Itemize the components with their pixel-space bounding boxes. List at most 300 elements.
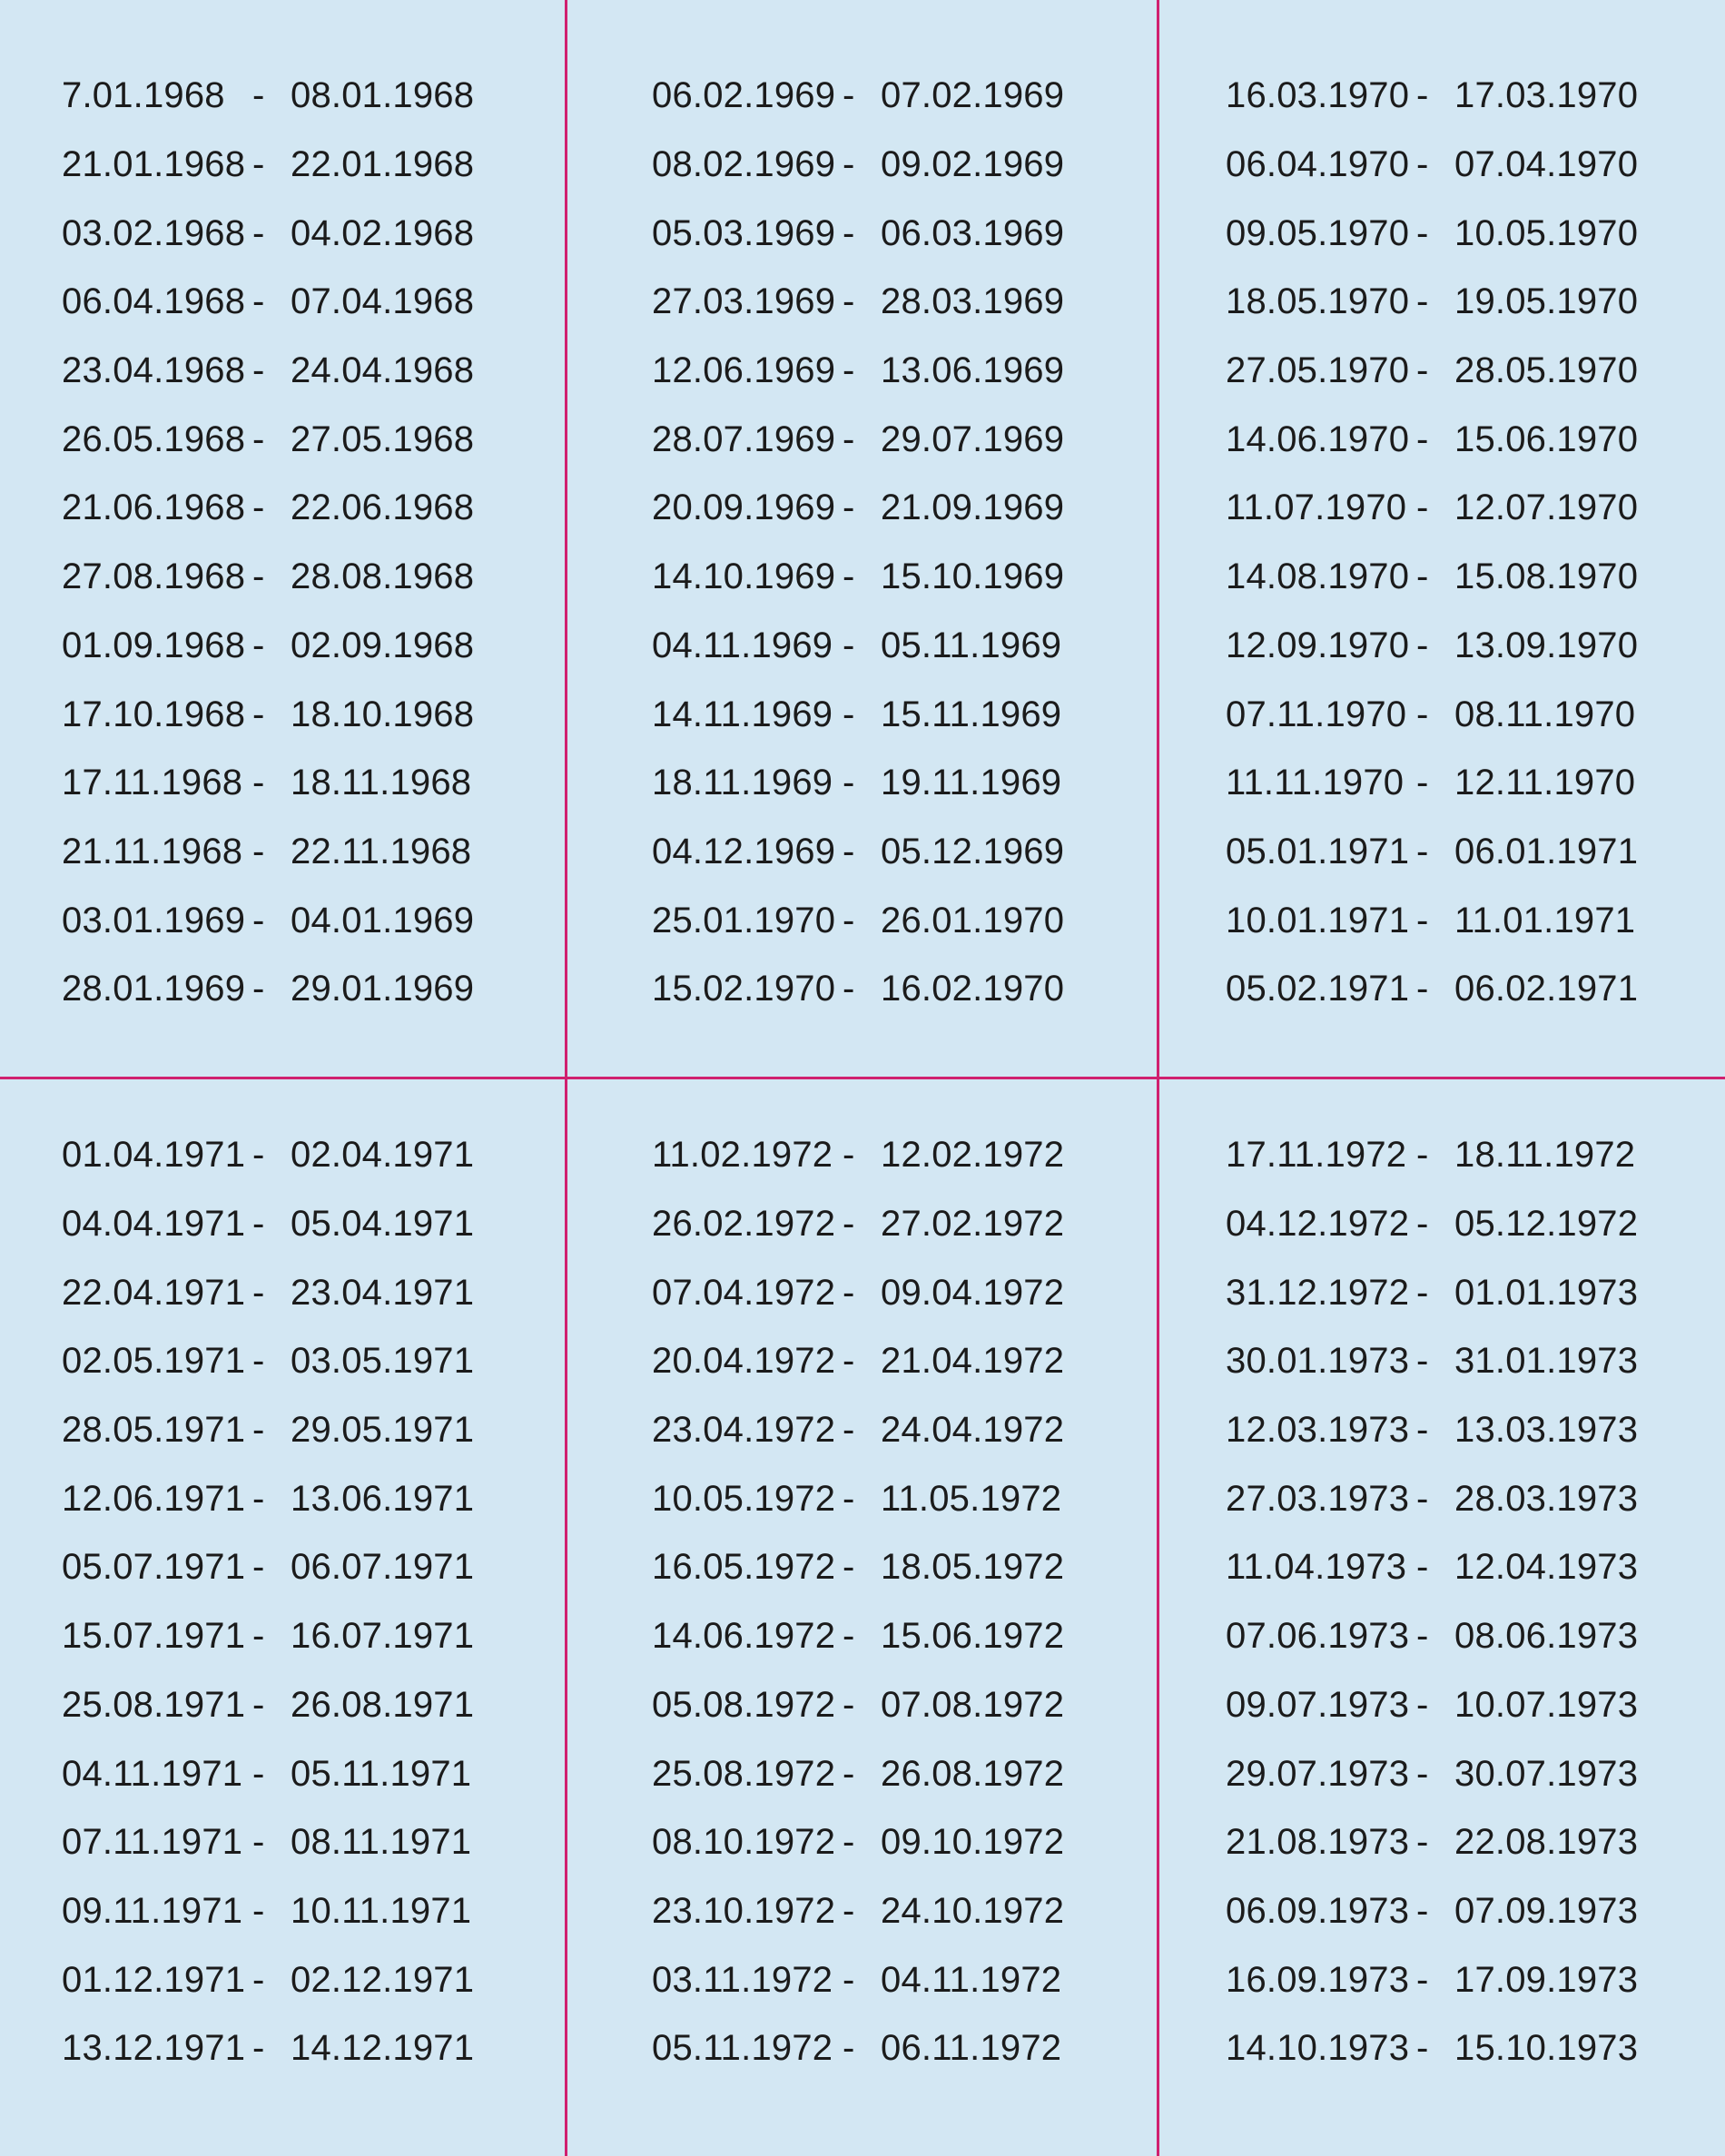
range-separator: - — [843, 350, 855, 391]
end-date: 16.02.1970 — [881, 969, 1065, 1009]
date-range-row — [652, 405, 1064, 474]
range-separator: - — [1416, 418, 1429, 459]
start-date: 12.06.1969 — [652, 350, 836, 391]
date-range-row — [1226, 1671, 1638, 1740]
start-date: 06.04.1968 — [62, 281, 246, 322]
range-separator: - — [1416, 763, 1429, 803]
start-date: 01.12.1971 — [62, 1959, 246, 2000]
end-date: 26.01.1970 — [881, 900, 1065, 940]
start-date: 26.02.1972 — [652, 1204, 836, 1245]
date-range-row — [1226, 2014, 1638, 2083]
date-range-row — [62, 955, 474, 1024]
end-date: 09.10.1972 — [881, 1822, 1065, 1863]
end-date: 01.01.1973 — [1454, 1272, 1639, 1313]
date-range-row — [62, 1121, 474, 1190]
date-range-row — [62, 1739, 474, 1808]
date-range-row — [1226, 1877, 1638, 1946]
range-separator: - — [1416, 1959, 1429, 2000]
end-date: 07.02.1969 — [881, 75, 1065, 116]
start-date: 27.03.1969 — [652, 281, 836, 322]
range-separator: - — [252, 1341, 265, 1382]
start-date: 04.12.1972 — [1226, 1204, 1410, 1245]
range-separator: - — [1416, 350, 1429, 391]
date-range-row — [652, 2014, 1064, 2083]
range-separator: - — [252, 1822, 265, 1863]
date-range-row — [652, 680, 1064, 749]
date-range-row — [62, 1671, 474, 1740]
date-range-row — [652, 131, 1064, 200]
range-separator: - — [843, 900, 855, 940]
end-date: 07.04.1968 — [291, 281, 475, 322]
date-range-row — [652, 1464, 1064, 1533]
date-range-row — [1226, 1739, 1638, 1808]
start-date: 09.07.1973 — [1226, 1684, 1410, 1725]
range-separator: - — [252, 900, 265, 940]
end-date: 02.04.1971 — [291, 1135, 475, 1176]
range-separator: - — [252, 1890, 265, 1931]
date-range-row — [652, 1533, 1064, 1602]
start-date: 07.06.1973 — [1226, 1616, 1410, 1657]
start-date: 05.07.1971 — [62, 1547, 246, 1588]
start-date: 04.11.1969 — [652, 625, 833, 665]
date-range-row — [652, 1602, 1064, 1671]
end-date: 06.02.1971 — [1454, 969, 1639, 1009]
start-date: 05.03.1969 — [652, 212, 836, 253]
start-date: 07.11.1971 — [62, 1822, 243, 1863]
end-date: 02.12.1971 — [291, 1959, 475, 2000]
date-range-row — [652, 1739, 1064, 1808]
date-range-row — [652, 1121, 1064, 1190]
start-date: 21.08.1973 — [1226, 1822, 1410, 1863]
end-date: 10.11.1971 — [291, 1890, 472, 1931]
section-1 — [62, 62, 474, 1024]
end-date: 21.09.1969 — [881, 487, 1065, 528]
end-date: 03.05.1971 — [291, 1341, 475, 1382]
end-date: 12.02.1972 — [881, 1135, 1065, 1176]
start-date: 06.04.1970 — [1226, 144, 1410, 185]
range-separator: - — [843, 556, 855, 597]
end-date: 11.05.1972 — [881, 1478, 1062, 1519]
range-separator: - — [843, 1410, 855, 1451]
end-date: 24.04.1968 — [291, 350, 475, 391]
date-range-row — [1226, 749, 1638, 818]
start-date: 14.08.1970 — [1226, 556, 1410, 597]
end-date: 05.12.1969 — [881, 831, 1065, 871]
end-date: 02.09.1968 — [291, 625, 475, 665]
date-range-row — [652, 749, 1064, 818]
start-date: 17.11.1972 — [1226, 1135, 1407, 1176]
end-date: 28.05.1970 — [1454, 350, 1639, 391]
date-range-row — [62, 1945, 474, 2014]
end-date: 06.01.1971 — [1454, 831, 1639, 871]
start-date: 27.05.1970 — [1226, 350, 1410, 391]
start-date: 23.04.1968 — [62, 350, 246, 391]
start-date: 11.04.1973 — [1226, 1547, 1407, 1588]
date-range-row — [62, 1602, 474, 1671]
range-separator: - — [1416, 1272, 1429, 1313]
start-date: 08.10.1972 — [652, 1822, 836, 1863]
date-range-row — [62, 1258, 474, 1327]
date-range-row — [62, 886, 474, 955]
end-date: 08.06.1973 — [1454, 1616, 1639, 1657]
date-range-row — [62, 337, 474, 406]
range-separator: - — [843, 1616, 855, 1657]
start-date: 06.09.1973 — [1226, 1890, 1410, 1931]
range-separator: - — [252, 625, 265, 665]
start-date: 04.11.1971 — [62, 1753, 243, 1794]
date-range-row — [62, 612, 474, 681]
start-date: 07.11.1970 — [1226, 694, 1407, 734]
start-date: 22.04.1971 — [62, 1272, 246, 1313]
range-separator: - — [843, 1272, 855, 1313]
range-separator: - — [843, 144, 855, 185]
date-range-row — [1226, 1258, 1638, 1327]
end-date: 29.05.1971 — [291, 1410, 475, 1451]
range-separator: - — [252, 1959, 265, 2000]
end-date: 05.12.1972 — [1454, 1204, 1639, 1245]
start-date: 28.05.1971 — [62, 1410, 246, 1451]
end-date: 26.08.1971 — [291, 1684, 475, 1725]
end-date: 22.11.1968 — [291, 831, 472, 871]
date-range-row — [62, 131, 474, 200]
range-separator: - — [1416, 1410, 1429, 1451]
end-date: 09.04.1972 — [881, 1272, 1065, 1313]
end-date: 15.10.1969 — [881, 556, 1065, 597]
date-range-row — [652, 1396, 1064, 1465]
start-date: 18.11.1969 — [652, 763, 833, 803]
range-separator: - — [252, 1478, 265, 1519]
end-date: 22.01.1968 — [291, 144, 475, 185]
end-date: 07.09.1973 — [1454, 1890, 1639, 1931]
date-range-row — [652, 818, 1064, 887]
range-separator: - — [1416, 1204, 1429, 1245]
date-range-row — [62, 474, 474, 543]
end-date: 12.04.1973 — [1454, 1547, 1639, 1588]
end-date: 05.04.1971 — [291, 1204, 475, 1245]
range-separator: - — [1416, 1822, 1429, 1863]
start-date: 27.03.1973 — [1226, 1478, 1410, 1519]
range-separator: - — [252, 831, 265, 871]
date-range-row — [652, 1190, 1064, 1259]
date-range-row — [1226, 543, 1638, 612]
date-range-row — [1226, 268, 1638, 337]
date-range-row — [1226, 131, 1638, 200]
start-date: 14.10.1973 — [1226, 2028, 1410, 2069]
end-date: 15.08.1970 — [1454, 556, 1639, 597]
end-date: 27.02.1972 — [881, 1204, 1065, 1245]
end-date: 15.11.1969 — [881, 694, 1062, 734]
date-range-row — [652, 1327, 1064, 1396]
range-separator: - — [1416, 487, 1429, 528]
end-date: 13.06.1969 — [881, 350, 1065, 391]
range-separator: - — [252, 2028, 265, 2069]
range-separator: - — [1416, 556, 1429, 597]
end-date: 26.08.1972 — [881, 1753, 1065, 1794]
end-date: 23.04.1971 — [291, 1272, 475, 1313]
range-separator: - — [252, 556, 265, 597]
start-date: 25.08.1971 — [62, 1684, 246, 1725]
end-date: 06.11.1972 — [881, 2028, 1062, 2069]
start-date: 05.08.1972 — [652, 1684, 836, 1725]
end-date: 07.08.1972 — [881, 1684, 1065, 1725]
range-separator: - — [1416, 75, 1429, 116]
start-date: 14.11.1969 — [652, 694, 833, 734]
start-date: 20.09.1969 — [652, 487, 836, 528]
end-date: 08.11.1970 — [1454, 694, 1636, 734]
range-separator: - — [252, 212, 265, 253]
range-separator: - — [1416, 831, 1429, 871]
start-date: 12.06.1971 — [62, 1478, 246, 1519]
date-range-row — [1226, 955, 1638, 1024]
end-date: 29.07.1969 — [881, 418, 1065, 459]
date-range-row — [652, 62, 1064, 131]
start-date: 17.10.1968 — [62, 694, 246, 734]
range-separator: - — [843, 2028, 855, 2069]
date-range-row — [1226, 1808, 1638, 1877]
start-date: 16.09.1973 — [1226, 1959, 1410, 2000]
range-separator: - — [843, 1341, 855, 1382]
date-range-row — [652, 1808, 1064, 1877]
start-date: 28.01.1969 — [62, 969, 246, 1009]
end-date: 29.01.1969 — [291, 969, 475, 1009]
start-date: 27.08.1968 — [62, 556, 246, 597]
end-date: 05.11.1971 — [291, 1753, 472, 1794]
range-separator: - — [843, 763, 855, 803]
date-range-row — [62, 62, 474, 131]
start-date: 21.06.1968 — [62, 487, 246, 528]
range-separator: - — [1416, 1616, 1429, 1657]
start-date: 12.09.1970 — [1226, 625, 1410, 665]
range-separator: - — [252, 418, 265, 459]
range-separator: - — [843, 694, 855, 734]
end-date: 28.08.1968 — [291, 556, 475, 597]
range-separator: - — [843, 831, 855, 871]
range-separator: - — [843, 1959, 855, 2000]
date-range-row — [1226, 199, 1638, 268]
range-separator: - — [252, 1753, 265, 1794]
range-separator: - — [843, 75, 855, 116]
date-range-row — [652, 474, 1064, 543]
end-date: 05.11.1969 — [881, 625, 1062, 665]
start-date: 04.12.1969 — [652, 831, 836, 871]
end-date: 12.07.1970 — [1454, 487, 1639, 528]
start-date: 18.05.1970 — [1226, 281, 1410, 322]
end-date: 24.04.1972 — [881, 1410, 1065, 1451]
date-range-row — [652, 1671, 1064, 1740]
start-date: 21.01.1968 — [62, 144, 246, 185]
start-date: 03.01.1969 — [62, 900, 246, 940]
range-separator: - — [1416, 694, 1429, 734]
range-separator: - — [843, 1204, 855, 1245]
range-separator: - — [1416, 2028, 1429, 2069]
start-date: 05.11.1972 — [652, 2028, 833, 2069]
start-date: 14.06.1972 — [652, 1616, 836, 1657]
range-separator: - — [1416, 625, 1429, 665]
date-range-row — [62, 1808, 474, 1877]
start-date: 01.04.1971 — [62, 1135, 246, 1176]
date-range-row — [1226, 337, 1638, 406]
start-date: 11.02.1972 — [652, 1135, 833, 1176]
end-date: 17.09.1973 — [1454, 1959, 1639, 2000]
range-separator: - — [252, 75, 265, 116]
range-separator: - — [252, 1547, 265, 1588]
start-date: 07.04.1972 — [652, 1272, 836, 1313]
range-separator: - — [843, 1135, 855, 1176]
date-range-row — [62, 749, 474, 818]
start-date: 29.07.1973 — [1226, 1753, 1410, 1794]
date-range-row — [62, 680, 474, 749]
start-date: 21.11.1968 — [62, 831, 243, 871]
start-date: 09.05.1970 — [1226, 212, 1410, 253]
date-range-row — [62, 1877, 474, 1946]
date-range-row — [62, 405, 474, 474]
end-date: 28.03.1969 — [881, 281, 1065, 322]
end-date: 10.07.1973 — [1454, 1684, 1639, 1725]
start-date: 31.12.1972 — [1226, 1272, 1410, 1313]
start-date: 04.04.1971 — [62, 1204, 246, 1245]
start-date: 25.08.1972 — [652, 1753, 836, 1794]
date-range-row — [1226, 62, 1638, 131]
range-separator: - — [252, 1272, 265, 1313]
range-separator: - — [1416, 1341, 1429, 1382]
end-date: 09.02.1969 — [881, 144, 1065, 185]
date-range-row — [1226, 1190, 1638, 1259]
range-separator: - — [252, 1135, 265, 1176]
start-date: 13.12.1971 — [62, 2028, 246, 2069]
date-range-row — [1226, 1396, 1638, 1465]
start-date: 10.05.1972 — [652, 1478, 836, 1519]
section-5 — [652, 1121, 1064, 2083]
end-date: 19.11.1969 — [881, 763, 1062, 803]
date-range-row — [1226, 612, 1638, 681]
range-separator: - — [843, 1684, 855, 1725]
row-divider — [0, 1077, 1725, 1079]
range-separator: - — [1416, 1135, 1429, 1176]
end-date: 18.11.1968 — [291, 763, 472, 803]
date-range-row — [62, 818, 474, 887]
date-range-row — [62, 199, 474, 268]
date-range-row — [1226, 1464, 1638, 1533]
end-date: 31.01.1973 — [1454, 1341, 1639, 1382]
date-range-row — [652, 886, 1064, 955]
range-separator: - — [843, 281, 855, 322]
start-date: 02.05.1971 — [62, 1341, 246, 1382]
range-separator: - — [843, 969, 855, 1009]
date-range-row — [652, 543, 1064, 612]
start-date: 09.11.1971 — [62, 1890, 243, 1931]
range-separator: - — [843, 418, 855, 459]
start-date: 10.01.1971 — [1226, 900, 1410, 940]
start-date: 15.02.1970 — [652, 969, 836, 1009]
range-separator: - — [252, 487, 265, 528]
range-separator: - — [252, 1684, 265, 1725]
range-separator: - — [843, 1890, 855, 1931]
end-date: 18.10.1968 — [291, 694, 475, 734]
range-separator: - — [843, 1478, 855, 1519]
date-range-row — [652, 268, 1064, 337]
end-date: 19.05.1970 — [1454, 281, 1639, 322]
end-date: 04.02.1968 — [291, 212, 475, 253]
range-separator: - — [1416, 212, 1429, 253]
end-date: 21.04.1972 — [881, 1341, 1065, 1382]
start-date: 14.10.1969 — [652, 556, 836, 597]
section-4 — [62, 1121, 474, 2083]
date-range-row — [62, 2014, 474, 2083]
range-separator: - — [252, 763, 265, 803]
start-date: 06.02.1969 — [652, 75, 836, 116]
range-separator: - — [1416, 1753, 1429, 1794]
range-separator: - — [843, 487, 855, 528]
range-separator: - — [252, 1204, 265, 1245]
end-date: 07.04.1970 — [1454, 144, 1639, 185]
end-date: 13.09.1970 — [1454, 625, 1639, 665]
range-separator: - — [1416, 1684, 1429, 1725]
date-range-row — [1226, 1602, 1638, 1671]
end-date: 18.05.1972 — [881, 1547, 1065, 1588]
date-range-row — [652, 199, 1064, 268]
end-date: 04.01.1969 — [291, 900, 475, 940]
end-date: 04.11.1972 — [881, 1959, 1062, 2000]
range-separator: - — [843, 212, 855, 253]
range-separator: - — [252, 1616, 265, 1657]
end-date: 10.05.1970 — [1454, 212, 1639, 253]
end-date: 15.06.1970 — [1454, 418, 1639, 459]
start-date: 16.03.1970 — [1226, 75, 1410, 116]
end-date: 08.11.1971 — [291, 1822, 472, 1863]
date-range-row — [1226, 886, 1638, 955]
date-range-row — [1226, 1945, 1638, 2014]
range-separator: - — [843, 1753, 855, 1794]
section-2 — [652, 62, 1064, 1024]
date-range-row — [652, 955, 1064, 1024]
start-date: 05.02.1971 — [1226, 969, 1410, 1009]
range-separator: - — [1416, 144, 1429, 185]
start-date: 12.03.1973 — [1226, 1410, 1410, 1451]
date-range-row — [1226, 474, 1638, 543]
end-date: 22.06.1968 — [291, 487, 475, 528]
start-date: 03.02.1968 — [62, 212, 246, 253]
range-separator: - — [1416, 1547, 1429, 1588]
range-separator: - — [252, 281, 265, 322]
start-date: 23.10.1972 — [652, 1890, 836, 1931]
date-range-row — [1226, 405, 1638, 474]
end-date: 18.11.1972 — [1454, 1135, 1636, 1176]
start-date: 17.11.1968 — [62, 763, 243, 803]
date-range-row — [652, 612, 1064, 681]
end-date: 27.05.1968 — [291, 418, 475, 459]
start-date: 15.07.1971 — [62, 1616, 246, 1657]
range-separator: - — [1416, 969, 1429, 1009]
end-date: 17.03.1970 — [1454, 75, 1639, 116]
date-range-row — [62, 543, 474, 612]
start-date: 01.09.1968 — [62, 625, 246, 665]
end-date: 22.08.1973 — [1454, 1822, 1639, 1863]
start-date: 23.04.1972 — [652, 1410, 836, 1451]
end-date: 16.07.1971 — [291, 1616, 475, 1657]
end-date: 28.03.1973 — [1454, 1478, 1639, 1519]
start-date: 30.01.1973 — [1226, 1341, 1410, 1382]
end-date: 06.03.1969 — [881, 212, 1065, 253]
end-date: 12.11.1970 — [1454, 763, 1636, 803]
range-separator: - — [843, 625, 855, 665]
date-range-row — [652, 1945, 1064, 2014]
date-range-row — [652, 1258, 1064, 1327]
range-separator: - — [252, 1410, 265, 1451]
date-range-row — [62, 1190, 474, 1259]
date-range-row — [62, 1464, 474, 1533]
start-date: 14.06.1970 — [1226, 418, 1410, 459]
date-range-row — [1226, 1327, 1638, 1396]
